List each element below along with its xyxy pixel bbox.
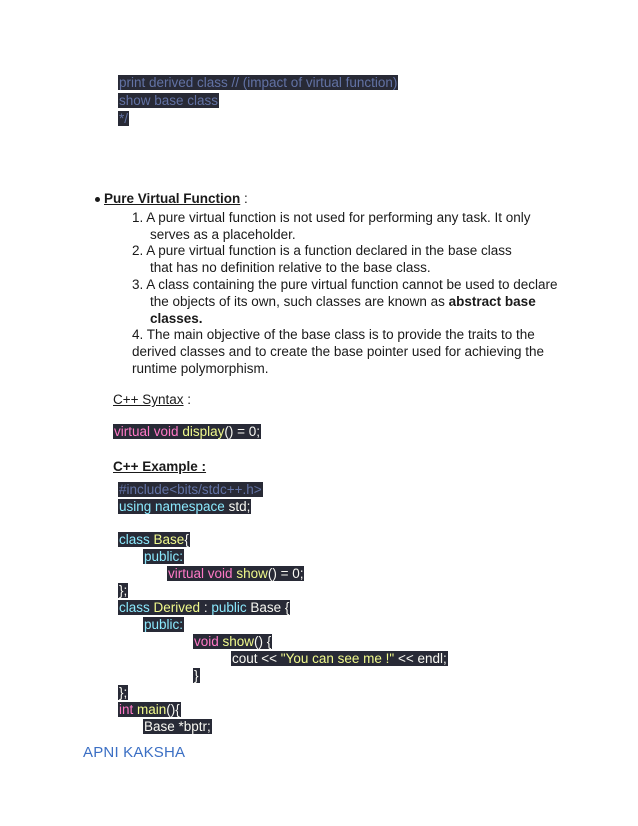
point-3-line-1: 3. A class containing the pure virtual function cannot be used to declare <box>132 277 558 292</box>
point-3-line-3: classes. <box>150 311 203 326</box>
point-4-line-1: 4. The main objective of the base class is to provide the traits to the <box>132 327 535 342</box>
point-4-line-2: derived classes and to create the base pointer used for achieving the <box>132 344 545 359</box>
code-virtual-show: virtual void show() = 0; <box>168 566 304 581</box>
code-void-show: void show() { <box>194 634 272 649</box>
code-close-2: }; <box>119 685 128 700</box>
point-4-line-3: runtime polymorphism. <box>132 361 269 376</box>
code-public-1: public: <box>144 549 184 564</box>
syntax-code: virtual void display() = 0; <box>114 424 260 439</box>
bullet-icon <box>95 197 100 202</box>
point-2-line-1: 2. A pure virtual function is a function declared in the base class <box>132 243 512 258</box>
point-3-line-2: the objects of its own, such classes are known as abstract base <box>150 294 536 309</box>
code-main: int main(){ <box>119 702 180 717</box>
code-class-base: class Base{ <box>119 532 189 547</box>
code-cout: cout << "You can see me !" << endl; <box>232 651 447 666</box>
comment-line-1: print derived class // (impact of virtual function) <box>119 75 398 90</box>
point-2-line-2: that has no definition relative to the base class. <box>150 260 431 275</box>
code-using: using namespace std; <box>119 499 251 514</box>
footer-brand: APNI KAKSHA <box>83 744 186 761</box>
code-inner-close: } <box>194 668 199 683</box>
section-heading: Pure Virtual Function : <box>95 191 248 206</box>
comment-line-3: */ <box>119 111 129 126</box>
example-label: C++ Example : <box>113 459 207 474</box>
code-class-derived: class Derived : public Base { <box>119 600 290 615</box>
syntax-label: C++ Syntax : <box>113 392 192 407</box>
point-1-line-1: 1. A pure virtual function is not used for performing any task. It only <box>132 210 531 225</box>
comment-line-2: show base class <box>119 93 219 108</box>
code-public-2: public: <box>144 617 184 632</box>
code-include: #include<bits/stdc++.h> <box>119 482 262 497</box>
point-1-line-2: serves as a placeholder. <box>150 227 296 242</box>
code-bptr: Base *bptr; <box>144 719 211 734</box>
code-close-1: }; <box>119 583 128 598</box>
